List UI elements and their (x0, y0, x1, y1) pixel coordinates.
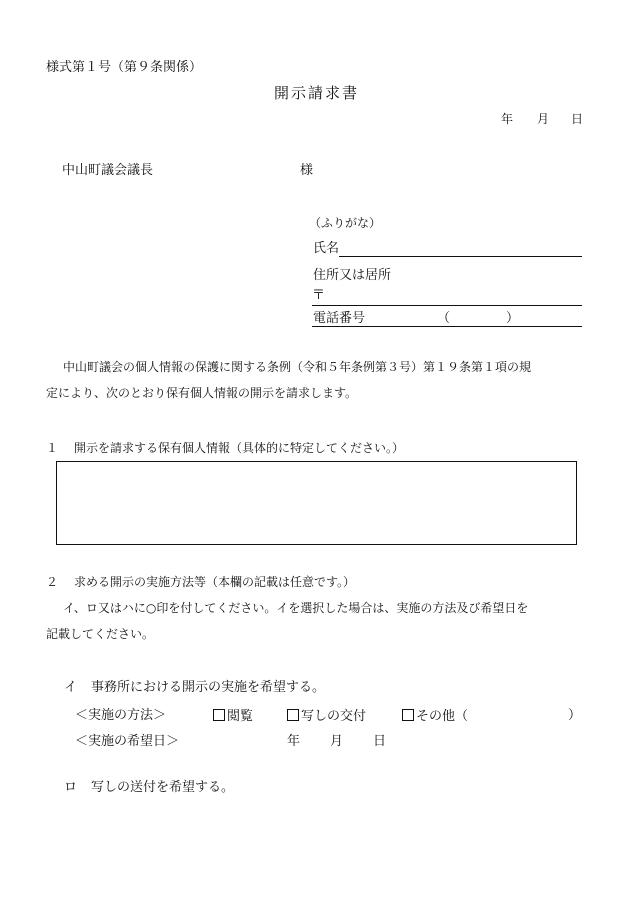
option-ro-label: ロ (64, 780, 78, 795)
addressee-name: 中山町議会議長 (62, 163, 154, 178)
preferred-date-label: ＜実施の希望日＞ (75, 734, 180, 749)
section1-heading: 開示を請求する保有個人情報（具体的に特定してください。） (74, 441, 405, 455)
page-title: 開示請求書 (274, 84, 360, 102)
furigana-label: （ふりがな） (309, 216, 382, 230)
postal-mark: 〒 (312, 288, 326, 303)
method-other-label: その他（ (416, 709, 469, 724)
section2-number: ２ (46, 575, 59, 589)
addressee-honorific: 様 (300, 163, 314, 178)
option-i-text: 事務所における開示の実施を希望する。 (91, 680, 326, 695)
name-field-line[interactable] (339, 256, 582, 257)
intro-line-2: 定により、次のとおり保有個人情報の開示を請求します。 (46, 386, 358, 400)
section2-instruction-line-2: 記載してください。 (46, 627, 155, 641)
preferred-month-label: 月 (330, 734, 344, 749)
date-year-label: 年 (501, 112, 514, 126)
phone-paren-close: ） (506, 311, 520, 326)
section2-instruction-line-1: イ、ロ又はハに○印を付してください。イを選択した場合は、実施の方法及び希望日を (63, 601, 529, 615)
phone-paren-open: （ (437, 311, 451, 326)
method-viewing-label: 閲覧 (227, 709, 254, 724)
address-field-line[interactable] (312, 305, 582, 306)
info-entry-box[interactable] (56, 461, 577, 545)
intro-line-1: 中山町議会の個人情報の保護に関する条例（令和５年条例第３号）第１９条第１項の規 (63, 360, 532, 374)
section1-number: １ (46, 441, 59, 455)
phone-label: 電話番号 (313, 311, 366, 326)
method-copy-delivery[interactable] (287, 709, 366, 723)
method-other[interactable] (402, 709, 468, 723)
date-month-label: 月 (537, 112, 550, 126)
date-day-label: 日 (571, 112, 584, 126)
name-label: 氏名 (313, 241, 340, 256)
section2-heading: 求める開示の実施方法等（本欄の記載は任意です。） (74, 575, 356, 589)
method-label: ＜実施の方法＞ (75, 708, 167, 723)
preferred-year-label: 年 (287, 734, 301, 749)
method-viewing-checkbox[interactable] (213, 709, 225, 721)
method-copy-delivery-checkbox[interactable] (287, 709, 299, 721)
method-other-checkbox[interactable] (402, 709, 414, 721)
option-i-label: イ (64, 680, 78, 695)
method-other-close: ） (568, 708, 582, 723)
method-copy-delivery-label: 写しの交付 (301, 709, 367, 724)
preferred-day-label: 日 (373, 734, 387, 749)
method-viewing[interactable] (213, 709, 253, 723)
option-ro-text: 写しの送付を希望する。 (91, 780, 235, 795)
form-number: 様式第１号（第９条関係） (46, 60, 203, 75)
phone-field-line[interactable] (312, 326, 582, 327)
address-label: 住所又は居所 (313, 268, 392, 283)
